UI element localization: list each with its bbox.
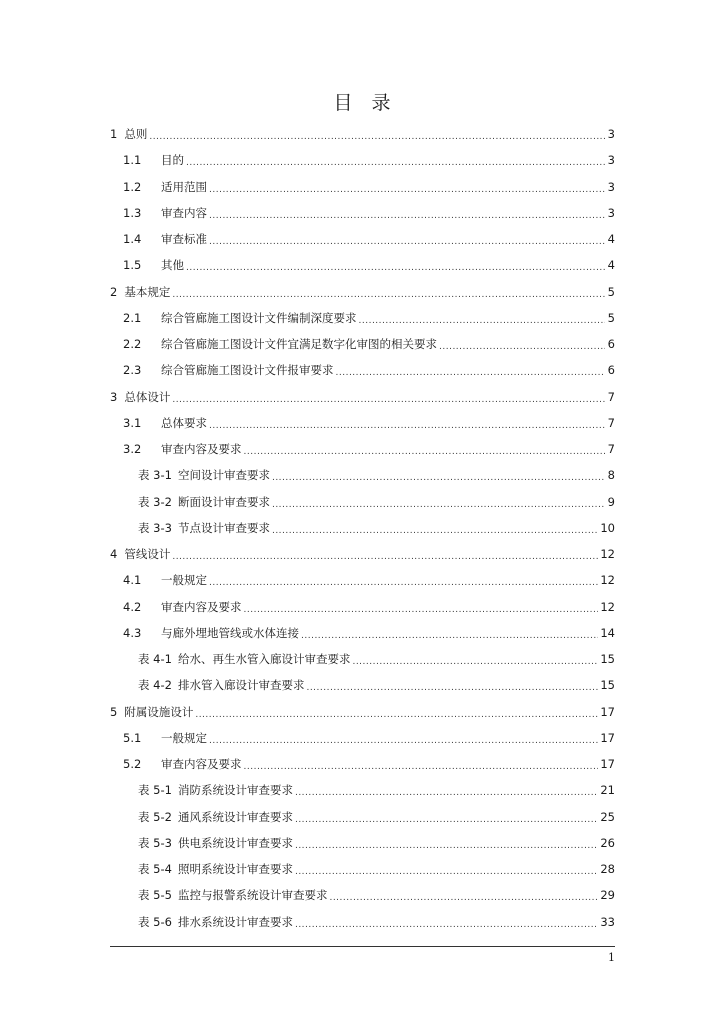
toc-entry[interactable] [110, 856, 615, 882]
footer-divider [110, 946, 615, 947]
toc-entry-title: 消防系统设计审查要求 [177, 783, 293, 798]
toc-entry-number: 3 [110, 389, 118, 404]
toc-entry-page: 17 [600, 704, 615, 719]
toc-entry-number: 3.1 [123, 415, 142, 430]
toc-entry-page: 10 [600, 520, 615, 535]
dot-leader [244, 754, 599, 780]
toc-entry-page: 17 [600, 757, 615, 771]
dot-leader [186, 255, 605, 281]
toc-entry[interactable] [110, 804, 615, 830]
dot-leader [272, 465, 605, 491]
dot-leader [172, 544, 598, 570]
dot-leader [209, 728, 598, 754]
toc-entry-number: 5.1 [123, 730, 142, 745]
toc-entry-page: 14 [600, 625, 615, 640]
toc-entry-title: 综合管廊施工图设计文件宜满足数字化审图的相关要求 [161, 337, 437, 351]
toc-entry[interactable] [110, 725, 615, 751]
dot-leader [195, 702, 598, 728]
toc-entry[interactable] [110, 882, 615, 908]
toc-entry[interactable] [110, 489, 615, 515]
dot-leader [186, 150, 605, 176]
toc-entry-title: 一般规定 [161, 730, 207, 745]
toc-entry[interactable] [110, 646, 615, 672]
table-of-contents [110, 121, 615, 935]
toc-entry-number: 1.5 [123, 258, 142, 273]
dot-leader [359, 308, 606, 334]
dot-leader [172, 282, 605, 308]
toc-entry-title: 给水、再生水管入廊设计审查要求 [177, 652, 351, 666]
toc-entry[interactable] [110, 515, 615, 541]
toc-entry-page: 6 [607, 337, 615, 351]
toc-entry[interactable] [110, 699, 615, 725]
toc-entry-page: 17 [600, 730, 615, 745]
toc-entry-title: 照明系统设计审查要求 [177, 862, 293, 876]
dot-leader [352, 649, 598, 675]
toc-entry[interactable] [110, 174, 615, 200]
toc-entry-title: 节点设计审查要求 [177, 520, 270, 535]
dot-leader [295, 912, 598, 938]
toc-entry-title: 排水管入廊设计审查要求 [177, 678, 305, 693]
toc-entry-page: 7 [607, 442, 615, 456]
toc-entry-number: 表 4-1 [138, 652, 172, 666]
toc-entry[interactable] [110, 594, 615, 620]
toc-entry-title: 总则 [124, 127, 148, 141]
toc-entry-number: 1.1 [123, 153, 142, 168]
toc-entry-title: 适用范围 [161, 179, 207, 194]
toc-entry[interactable] [110, 305, 615, 331]
toc-entry-page: 12 [600, 547, 615, 561]
toc-entry-number: 1.2 [123, 179, 142, 194]
toc-entry-title: 审查内容及要求 [161, 599, 242, 614]
toc-entry-page: 12 [600, 599, 615, 614]
toc-entry-number: 3.2 [123, 442, 142, 456]
toc-entry-number: 2.2 [123, 337, 142, 351]
toc-entry[interactable] [110, 226, 615, 252]
toc-entry-page: 28 [600, 862, 615, 876]
toc-entry-title: 综合管廊施工图设计文件报审要求 [161, 363, 334, 378]
toc-entry-number: 1 [110, 127, 118, 141]
toc-entry-title: 基本规定 [124, 284, 171, 299]
toc-entry-number: 2.1 [123, 310, 142, 325]
toc-entry-number: 表 4-2 [138, 678, 172, 693]
dot-leader [272, 492, 605, 518]
toc-entry[interactable] [110, 777, 615, 803]
dot-leader [439, 334, 605, 360]
dot-leader [295, 859, 598, 885]
toc-entry-page: 3 [607, 179, 615, 194]
toc-entry-page: 7 [607, 389, 615, 404]
toc-entry-page: 6 [607, 363, 615, 378]
toc-entry-number: 2.3 [123, 363, 142, 378]
toc-entry[interactable] [110, 672, 615, 698]
dot-leader [272, 518, 598, 544]
toc-entry[interactable] [110, 567, 615, 593]
toc-entry-number: 5.2 [123, 757, 142, 771]
toc-entry-number: 表 3-3 [138, 520, 172, 535]
toc-entry[interactable] [110, 909, 615, 935]
toc-entry-page: 29 [600, 888, 615, 903]
toc-entry-page: 21 [600, 783, 615, 798]
toc-entry[interactable] [110, 147, 615, 173]
toc-entry-number: 1.4 [123, 232, 142, 246]
toc-entry-title: 供电系统设计审查要求 [177, 835, 293, 850]
toc-entry-page: 9 [607, 494, 615, 509]
toc-entry[interactable] [110, 410, 615, 436]
toc-entry-page: 25 [600, 809, 615, 824]
dot-leader [329, 885, 598, 911]
toc-entry-number: 表 5-5 [138, 888, 172, 903]
toc-entry-number: 4.1 [123, 573, 142, 588]
toc-entry-title: 管线设计 [124, 547, 171, 561]
toc-entry-number: 表 5-4 [138, 862, 172, 876]
toc-entry-title: 总体设计 [124, 389, 171, 404]
toc-entry-title: 一般规定 [161, 573, 207, 588]
toc-entry[interactable] [110, 462, 615, 488]
dot-leader [172, 387, 605, 413]
toc-entry-number: 表 5-3 [138, 835, 172, 850]
dot-leader [301, 623, 598, 649]
dot-leader [209, 229, 605, 255]
page-number: 1 [608, 951, 615, 964]
toc-entry-page: 33 [600, 914, 615, 929]
toc-entry-number: 4 [110, 547, 118, 561]
toc-entry-title: 监控与报警系统设计审查要求 [177, 888, 328, 903]
dot-leader [244, 439, 606, 465]
toc-entry-title: 其他 [161, 258, 184, 273]
toc-entry-number: 4.2 [123, 599, 142, 614]
toc-entry-number: 1.3 [123, 205, 142, 220]
dot-leader [295, 833, 598, 859]
toc-entry-page: 3 [607, 153, 615, 168]
toc-entry-title: 审查内容 [161, 205, 207, 220]
toc-entry-title: 目的 [161, 153, 184, 168]
toc-entry[interactable] [110, 252, 615, 278]
toc-entry-title: 审查标准 [161, 232, 207, 246]
toc-entry-page: 3 [607, 127, 615, 141]
toc-entry-number: 4.3 [123, 625, 142, 640]
toc-entry[interactable] [110, 384, 615, 410]
toc-entry[interactable] [110, 331, 615, 357]
toc-entry[interactable] [110, 357, 615, 383]
toc-entry[interactable] [110, 541, 615, 567]
dot-leader [209, 413, 605, 439]
toc-entry-number: 表 5-6 [138, 914, 172, 929]
toc-entry[interactable] [110, 121, 615, 147]
toc-entry-page: 4 [607, 258, 615, 273]
toc-entry-page: 5 [607, 310, 615, 325]
dot-leader [306, 675, 598, 701]
toc-entry-number: 表 5-1 [138, 783, 172, 798]
toc-entry-page: 5 [607, 284, 615, 299]
dot-leader [209, 570, 598, 596]
dot-leader [295, 807, 598, 833]
toc-entry-number: 表 3-1 [138, 468, 172, 483]
toc-entry-title: 审查内容及要求 [161, 442, 242, 456]
toc-entry-number: 5 [110, 704, 118, 719]
dot-leader [149, 124, 605, 150]
toc-entry[interactable] [110, 830, 615, 856]
toc-entry-title: 综合管廊施工图设计文件编制深度要求 [161, 310, 357, 325]
dot-leader [209, 203, 605, 229]
toc-entry-number: 2 [110, 284, 118, 299]
toc-entry-number: 表 3-2 [138, 494, 172, 509]
page-title: 目 录 [333, 92, 391, 114]
toc-entry-title: 与廊外埋地管线或水体连接 [161, 625, 299, 640]
toc-entry[interactable] [110, 620, 615, 646]
toc-entry-page: 15 [600, 652, 615, 666]
toc-entry[interactable] [110, 279, 615, 305]
toc-entry-page: 4 [607, 232, 615, 246]
toc-entry-title: 总体要求 [161, 415, 207, 430]
toc-entry-title: 审查内容及要求 [161, 757, 242, 771]
toc-entry-page: 26 [600, 835, 615, 850]
dot-leader [209, 177, 605, 203]
dot-leader [336, 360, 606, 386]
dot-leader [244, 597, 599, 623]
toc-entry-page: 8 [607, 468, 615, 483]
toc-entry[interactable] [110, 751, 615, 777]
toc-entry-page: 7 [607, 415, 615, 430]
toc-entry-number: 表 5-2 [138, 809, 172, 824]
toc-entry[interactable] [110, 436, 615, 462]
toc-entry-title: 附属设施设计 [124, 704, 194, 719]
toc-entry-title: 断面设计审查要求 [177, 494, 270, 509]
toc-entry-title: 通风系统设计审查要求 [177, 809, 293, 824]
toc-entry-title: 排水系统设计审查要求 [177, 914, 293, 929]
toc-entry-page: 15 [600, 678, 615, 693]
toc-entry-title: 空间设计审查要求 [177, 468, 270, 483]
toc-entry-page: 12 [600, 573, 615, 588]
toc-entry[interactable] [110, 200, 615, 226]
dot-leader [295, 780, 598, 806]
toc-entry-page: 3 [607, 205, 615, 220]
